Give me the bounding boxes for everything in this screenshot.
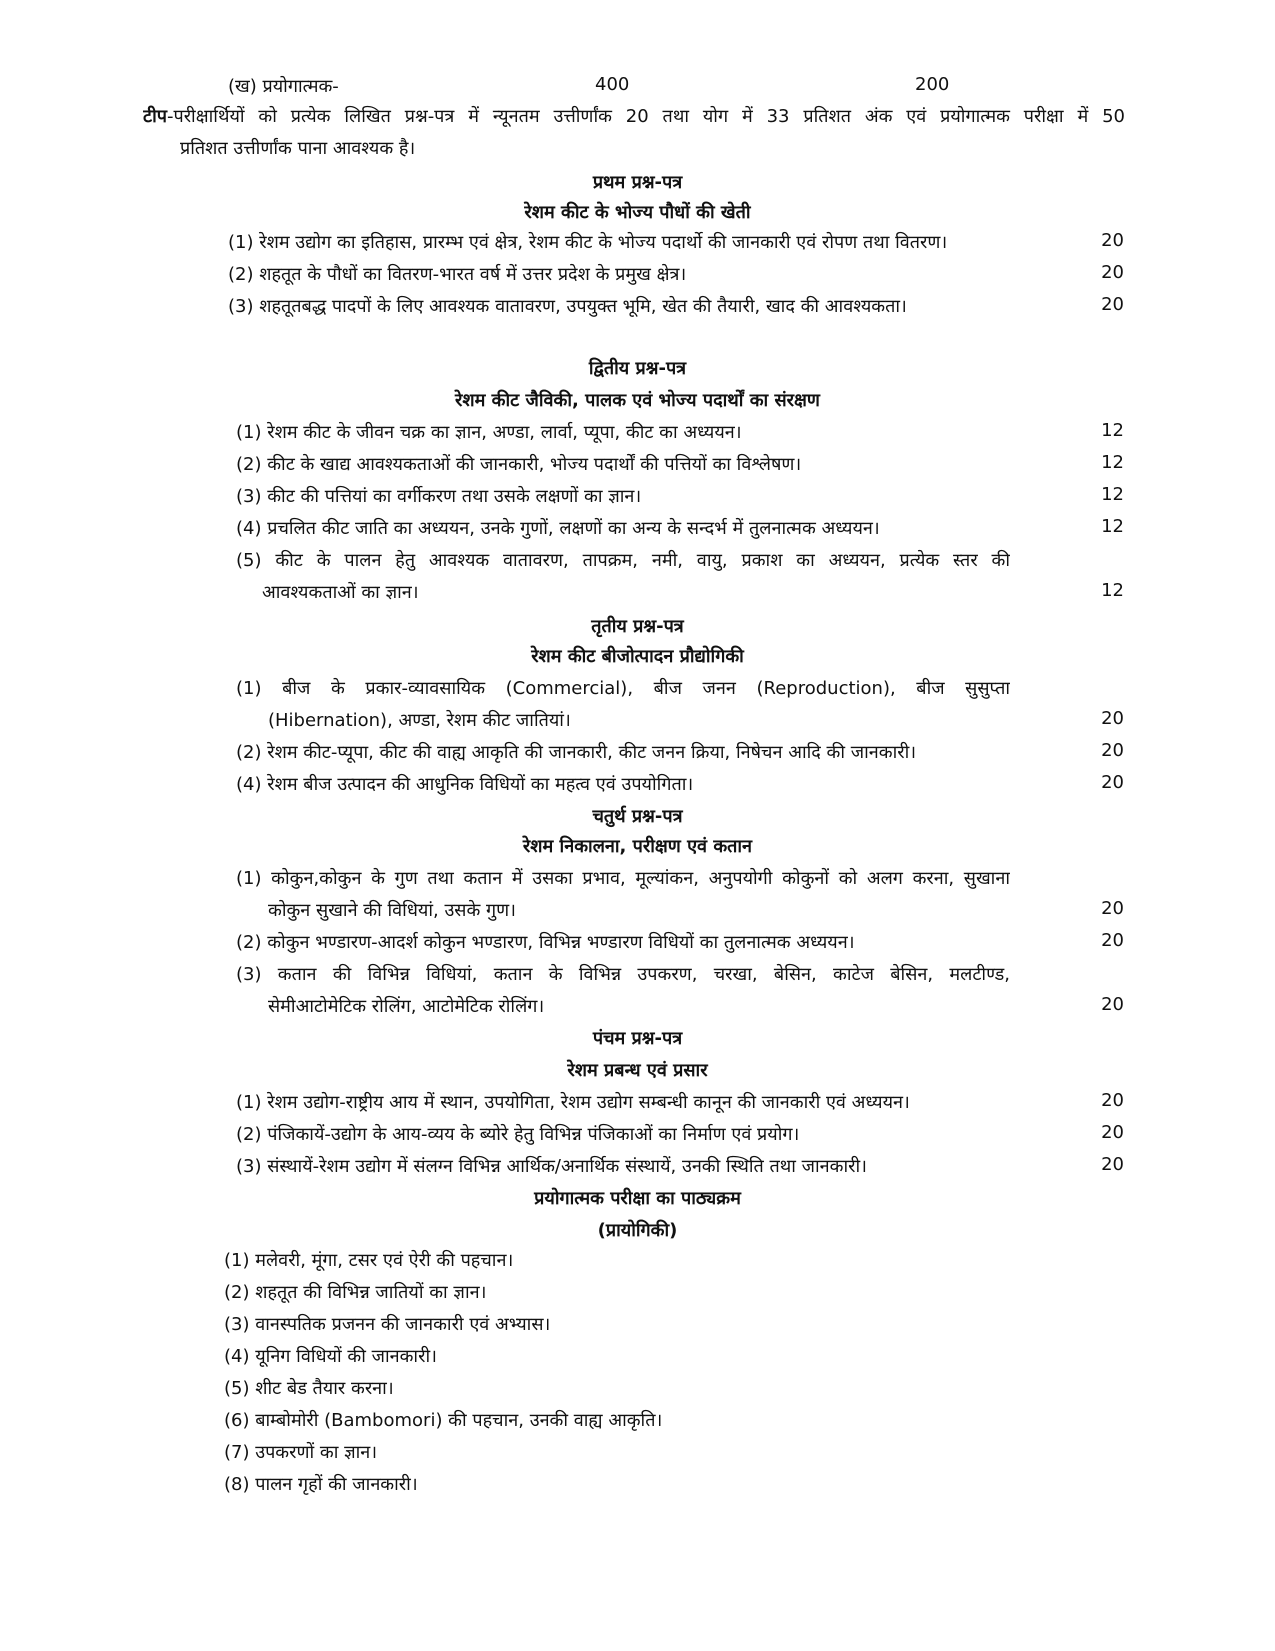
- practical-subheading: (प्रायोगिकी): [597, 1220, 678, 1241]
- paper1-heading: प्रथम प्रश्न-पत्र: [592, 172, 683, 193]
- item-text: (1) बीज के प्रकार-व्यावसायिक (Commercial), बीज जनन (Reproduction), बीज सुसुप्ता: [236, 678, 1010, 699]
- item-marks: 12: [1101, 516, 1124, 537]
- paper4-heading: चतुर्थ प्रश्न-पत्र: [592, 806, 683, 827]
- list-item: (3) वानस्पतिक प्रजनन की जानकारी एवं अभ्यास।: [224, 1314, 551, 1335]
- list-item: [0, 740, 1275, 770]
- item-marks: 20: [1101, 994, 1124, 1015]
- list-item: [0, 294, 1275, 324]
- practical-marks-label: (ख) प्रयोगात्मक-: [228, 76, 339, 97]
- practical-heading: प्रयोगात्मक परीक्षा का पाठ्यक्रम: [534, 1188, 741, 1209]
- item-text-cont: (Hibernation), अण्डा, रेशम कीट जातियां।: [268, 710, 571, 731]
- item-marks: 20: [1101, 230, 1124, 251]
- list-item: [0, 580, 1275, 610]
- item-text-cont: आवश्यकताओं का ज्ञान।: [262, 582, 419, 603]
- list-item: [0, 484, 1275, 514]
- paper1-title: रेशम कीट के भोज्य पौधों की खेती: [524, 202, 751, 223]
- item-marks: 20: [1101, 740, 1124, 761]
- list-item: [0, 1090, 1275, 1120]
- item-marks: 20: [1101, 1090, 1124, 1111]
- note-line-1: [143, 104, 1125, 128]
- item-text: (1) कोकुन,कोकुन के गुण तथा कतान में उसका प्रभाव, मूल्यांकन, अनुपयोगी कोकुनों को अलग करना, सुखाना: [236, 868, 1010, 889]
- list-item: (4) यूनिग विधियों की जानकारी।: [224, 1346, 437, 1367]
- item-text: (2) पंजिकायें-उद्योग के आय-व्यय के ब्योरे हेतु विभिन्न पंजिकाओं का निर्माण एवं प्रयोग।: [236, 1124, 800, 1145]
- practical-pass-marks: 200: [915, 74, 950, 95]
- item-marks: 20: [1101, 898, 1124, 919]
- item-marks: 20: [1101, 294, 1124, 315]
- item-text: (1) रेशम कीट के जीवन चक्र का ज्ञान, अण्डा, लार्वा, प्यूपा, कीट का अध्ययन।: [236, 422, 742, 443]
- item-marks: 20: [1101, 772, 1124, 793]
- item-text: (3) संस्थायें-रेशम उद्योग में संलग्न विभिन्न आर्थिक/अनार्थिक संस्थायें, उनकी स्थिति तथा जानकारी।: [236, 1156, 867, 1177]
- item-marks: 12: [1101, 484, 1124, 505]
- item-marks: 12: [1101, 452, 1124, 473]
- list-item: [0, 708, 1275, 738]
- item-text: (2) रेशम कीट-प्यूपा, कीट की वाह्य आकृति की जानकारी, कीट जनन क्रिया, निषेचन आदि की जानकारी।: [236, 742, 917, 763]
- item-text: (4) रेशम बीज उत्पादन की आधुनिक विधियों का महत्व एवं उपयोगिता।: [236, 774, 694, 795]
- paper3-title: रेशम कीट बीजोत्पादन प्रौद्योगिकी: [531, 646, 744, 667]
- item-text: (3) कतान की विभिन्न विधियां, कतान के विभिन्न उपकरण, चरखा, बेसिन, काटेज बेसिन, मलटीण्ड,: [236, 964, 1010, 985]
- paper5-heading: पंचम प्रश्न-पत्र: [592, 1028, 683, 1049]
- list-item: [0, 420, 1275, 450]
- list-item: (2) शहतूत की विभिन्न जातियों का ज्ञान।: [224, 1282, 487, 1303]
- paper2-title: रेशम कीट जैविकी, पालक एवं भोज्य पदार्थों का संरक्षण: [455, 390, 820, 411]
- paper5-title: रेशम प्रबन्ध एवं प्रसार: [567, 1060, 708, 1081]
- list-item: [0, 452, 1275, 482]
- list-item: (8) पालन गृहों की जानकारी।: [224, 1474, 418, 1495]
- list-item: [0, 230, 1275, 260]
- item-marks: 12: [1101, 420, 1124, 441]
- list-item: [0, 772, 1275, 802]
- note-prefix: टीप: [143, 106, 167, 127]
- item-text: (2) कोकुन भण्डारण-आदर्श कोकुन भण्डारण, विभिन्न भण्डारण विधियों का तुलनात्मक अध्ययन।: [236, 932, 855, 953]
- item-text: (3) कीट की पत्तियां का वर्गीकरण तथा उसके लक्षणों का ज्ञान।: [236, 486, 642, 507]
- item-marks: 20: [1101, 262, 1124, 283]
- item-text: (5) कीट के पालन हेतु आवश्यक वातावरण, तापक्रम, नमी, वायु, प्रकाश का अध्ययन, प्रत्येक स्तर की: [236, 550, 1010, 571]
- list-item: (7) उपकरणों का ज्ञान।: [224, 1442, 378, 1463]
- list-item: [0, 516, 1275, 546]
- practical-max-marks: 400: [595, 74, 630, 95]
- item-marks: 20: [1101, 1154, 1124, 1175]
- list-item: [0, 262, 1275, 292]
- list-item: (6) बाम्बोमोरी (Bambomori) की पहचान, उनकी वाह्य आकृति।: [224, 1410, 663, 1431]
- item-text: (1) रेशम उद्योग का इतिहास, प्रारम्भ एवं क्षेत्र, रेशम कीट के भोज्य पदार्थो की जानकारी एवं रोपण तथा वितरण।: [228, 232, 948, 253]
- list-item: [0, 1154, 1275, 1184]
- paper4-title: रेशम निकालना, परीक्षण एवं कतान: [522, 836, 753, 857]
- item-text: (2) शहतूत के पौधों का वितरण-भारत वर्ष में उत्तर प्रदेश के प्रमुख क्षेत्र।: [228, 264, 687, 285]
- list-item: [0, 930, 1275, 960]
- item-text: (1) रेशम उद्योग-राष्ट्रीय आय में स्थान, उपयोगिता, रेशम उद्योग सम्बन्धी कानून की जानकारी एवं अध्ययन।: [236, 1092, 910, 1113]
- item-marks: 20: [1101, 1122, 1124, 1143]
- list-item: [0, 994, 1275, 1024]
- paper3-heading: तृतीय प्रश्न-पत्र: [591, 616, 684, 637]
- list-item: [0, 898, 1275, 928]
- list-item: [0, 1122, 1275, 1152]
- note-text-1: -परीक्षार्थियों को प्रत्येक लिखित प्रश्न-पत्र में न्यूनतम उत्तीर्णांक 20 तथा योग में 33 प्रतिशत अंक एवं प्रयोगात्मक परीक्षा में 50: [166, 106, 1125, 127]
- list-item: (1) मलेवरी, मूंगा, टसर एवं ऐरी की पहचान।: [224, 1250, 514, 1271]
- item-text-cont: कोकुन सुखाने की विधियां, उसके गुण।: [268, 900, 516, 921]
- note-line-2: प्रतिशत उत्तीर्णांक पाना आवश्यक है।: [180, 138, 416, 159]
- paper2-heading: द्वितीय प्रश्न-पत्र: [588, 358, 687, 379]
- item-text-cont: सेमीआटोमेटिक रोलिंग, आटोमेटिक रोलिंग।: [268, 996, 545, 1017]
- item-marks: 20: [1101, 708, 1124, 729]
- item-text: (4) प्रचलित कीट जाति का अध्ययन, उनके गुणों, लक्षणों का अन्य के सन्दर्भ में तुलनात्मक अध्ययन।: [236, 518, 880, 539]
- item-marks: 12: [1101, 580, 1124, 601]
- item-text: (2) कीट के खाद्य आवश्यकताओं की जानकारी, भोज्य पदार्थों की पत्तियों का विश्लेषण।: [236, 454, 802, 475]
- item-text: (3) शहतूतबद्ध पादपों के लिए आवश्यक वातावरण, उपयुक्त भूमि, खेत की तैयारी, खाद की आवश्यकता।: [228, 296, 907, 317]
- list-item: (5) शीट बेड तैयार करना।: [224, 1378, 394, 1399]
- item-marks: 20: [1101, 930, 1124, 951]
